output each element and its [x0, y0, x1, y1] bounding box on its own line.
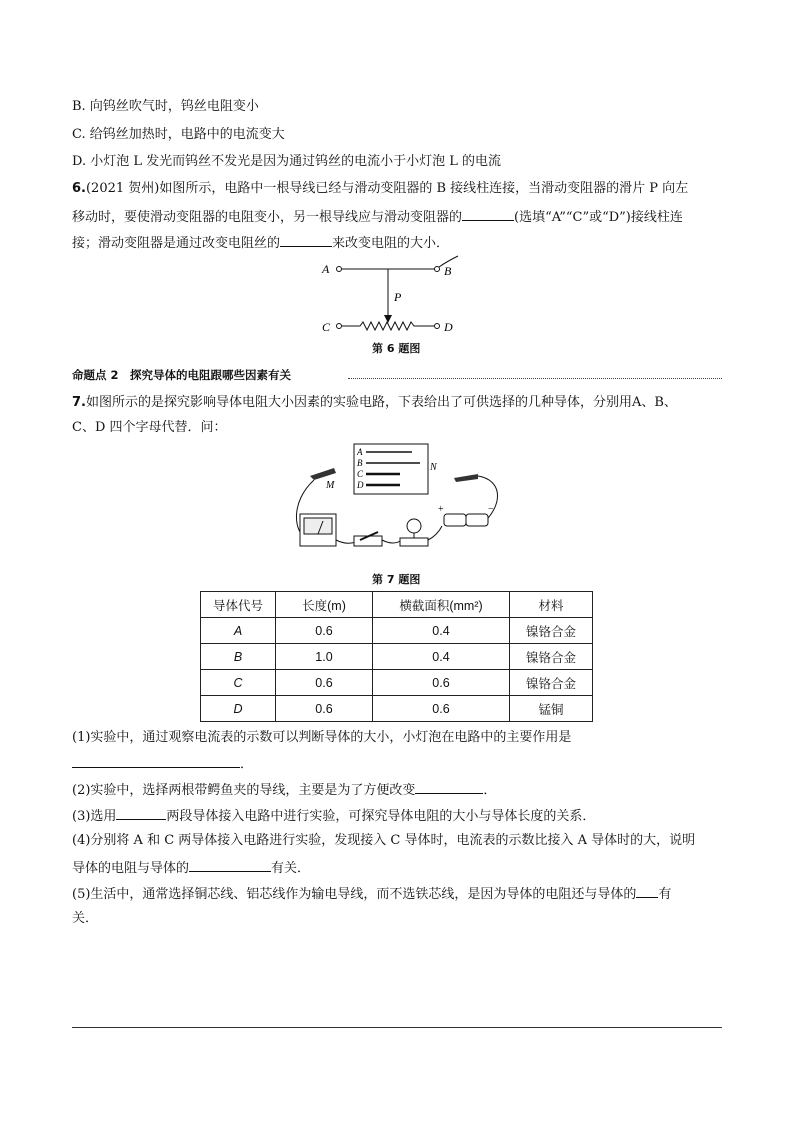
table-cell: A: [201, 618, 276, 644]
table-cell: 0.4: [373, 618, 510, 644]
table-cell: D: [201, 696, 276, 722]
table-cell: 锰铜: [510, 696, 593, 722]
q6-rheostat-figure: [310, 254, 470, 338]
q7-part3-text-b: 两段导体接入电路中进行实验，可探究导体电阻的大小与导体长度的关系．: [166, 809, 596, 824]
q7-part4-text-c: 有关．: [271, 861, 311, 876]
clip-n-label: N: [430, 462, 437, 473]
table-row: [201, 644, 593, 670]
battery-plus-label: +: [438, 504, 444, 515]
terminal-c: [337, 324, 342, 329]
q7-part4-line2: [72, 858, 310, 878]
table-row: [201, 618, 593, 644]
ammeter-dial: [304, 518, 332, 534]
table-cell: 0.6: [373, 670, 510, 696]
q6-line1: [72, 180, 688, 198]
wire-3: [382, 540, 402, 543]
q7-part3-text-a: (3)选用: [72, 809, 117, 824]
q7-part4-line1: (4)分别将 A 和 C 两导体接入电路进行实验，发现接入 C 导体时，电流表的示数比接入 A 导体时的大，说明: [72, 833, 696, 848]
q6-line3: [72, 233, 449, 253]
q7-part2-text: (2)实验中，选择两根带鳄鱼夹的导线，主要是为了方便改变: [72, 783, 416, 798]
table-header: 导体代号: [201, 592, 276, 618]
q6-text3b: 来改变电阻的大小．: [332, 236, 450, 251]
table-row: [201, 696, 593, 722]
resistance-wire: [342, 322, 434, 330]
q7-part5-text-a: (5)生活中，通常选择铜芯线、铝芯线作为输电导线，而不选铁芯线，是因为导体的电阻还与导体的: [72, 887, 637, 902]
q7-part2-end: ．: [483, 783, 497, 798]
battery-1: [444, 514, 466, 526]
q7-answer-blank-1[interactable]: [72, 754, 240, 768]
table-header: 横截面积(mm²): [373, 592, 510, 618]
terminal-c-label: C: [322, 320, 331, 334]
q6-answer-blank-2[interactable]: [280, 233, 332, 247]
table-cell: 镍铬合金: [510, 618, 593, 644]
q6-text3a: 接；滑动变阻器是通过改变电阻丝的: [72, 236, 281, 251]
section-title: 命题点 2 探究导体的电阻跟哪些因素有关: [72, 368, 292, 382]
alligator-clip-m: [310, 468, 336, 480]
table-cell: C: [201, 670, 276, 696]
lamp-base: [400, 538, 428, 546]
conductor-table: [200, 591, 593, 722]
terminal-b: [435, 267, 440, 272]
q5-option-d: D. 小灯泡 L 发光而钨丝不发光是因为通过钨丝的电流小于小灯泡 L 的电流: [72, 154, 502, 169]
q7-circuit-figure: [292, 440, 506, 556]
terminal-a: [337, 267, 342, 272]
section-dotted-leader: [348, 378, 722, 379]
wire-2: [336, 540, 356, 543]
conductor-d-label: D: [357, 480, 364, 490]
wire-4: [428, 526, 442, 540]
q7-line2: C、D 四个字母代替．问：: [72, 420, 227, 435]
q6-number: 6.: [72, 181, 86, 196]
q7-answer-blank-4[interactable]: [189, 858, 271, 872]
q7-part3: [72, 806, 595, 826]
alligator-clip-n: [454, 474, 478, 482]
q7-number: 7.: [72, 395, 86, 410]
q7-part5-line2: 关．: [72, 911, 99, 926]
terminal-d-label: D: [444, 320, 453, 334]
table-header: 长度(m): [276, 592, 373, 618]
q7-part1-line1: (1)实验中，通过观察电流表的示数可以判断导体的大小，小灯泡在电路中的主要作用是: [72, 730, 572, 745]
q7-answer-blank-3[interactable]: [116, 806, 166, 820]
table-cell: 1.0: [276, 644, 373, 670]
clip-m-label: M: [326, 480, 335, 491]
q7-answer-blank-2[interactable]: [415, 780, 483, 794]
page-bottom-rule: [72, 1027, 722, 1028]
q6-caption: 第 6 题图: [372, 342, 421, 355]
q5-option-c: C. 给钨丝加热时，电路中的电流变大: [72, 127, 285, 142]
q6-text1: (2021 贺州)如图所示，电路中一根导线已经与滑动变阻器的 B 接线柱连接，当滑动变阻器的滑片 P 向左: [85, 181, 689, 196]
q7-part5-text-b: 有: [658, 887, 672, 902]
table-header: 材料: [510, 592, 593, 618]
q6-text2a: 移动时，要使滑动变阻器的电阻变小，另一根导线应与滑动变阻器的: [72, 210, 463, 225]
q7-caption: 第 7 题图: [372, 573, 421, 586]
conductor-c-label: C: [357, 469, 364, 479]
section-heading: [72, 367, 722, 383]
table-row: [201, 670, 593, 696]
slider-p-label: P: [394, 290, 402, 304]
q5-option-b: B. 向钨丝吹气时，钨丝电阻变小: [72, 99, 259, 114]
table-cell: 0.6: [276, 670, 373, 696]
q7-text1: 如图所示的是探究影响导体电阻大小因素的实验电路，下表给出了可供选择的几种导体，分别用A、B、: [85, 395, 677, 410]
terminal-b-label: B: [444, 264, 452, 278]
table-cell: 镍铬合金: [510, 670, 593, 696]
conductor-a-label: A: [357, 447, 363, 457]
q6-line2: [72, 207, 683, 227]
battery-2: [466, 514, 488, 526]
q7-answer-blank-5[interactable]: [636, 884, 658, 898]
table-cell: B: [201, 644, 276, 670]
terminal-d: [435, 324, 440, 329]
q7-part2: [72, 780, 496, 800]
conductor-b-label: B: [357, 458, 363, 468]
battery-minus-label: −: [488, 504, 494, 515]
light-bulb: [407, 519, 421, 533]
table-cell: 0.6: [276, 618, 373, 644]
slider-arrow: [384, 315, 392, 323]
terminal-a-label: A: [322, 262, 330, 276]
table-cell: 0.6: [276, 696, 373, 722]
q7-part1-line2: [72, 754, 253, 774]
q6-answer-blank-1[interactable]: [462, 207, 514, 221]
table-cell: 0.4: [373, 644, 510, 670]
q7-part5-line1: [72, 884, 671, 904]
q7-line1: [72, 394, 677, 412]
q7-part1-end: ．: [240, 757, 254, 772]
q7-part4-text-b: 导体的电阻与导体的: [72, 861, 190, 876]
q6-text2b: (选填“A”“C”或“D”)接线柱连: [514, 210, 683, 225]
table-header-row: [201, 592, 593, 618]
table-cell: 镍铬合金: [510, 644, 593, 670]
table-cell: 0.6: [373, 696, 510, 722]
